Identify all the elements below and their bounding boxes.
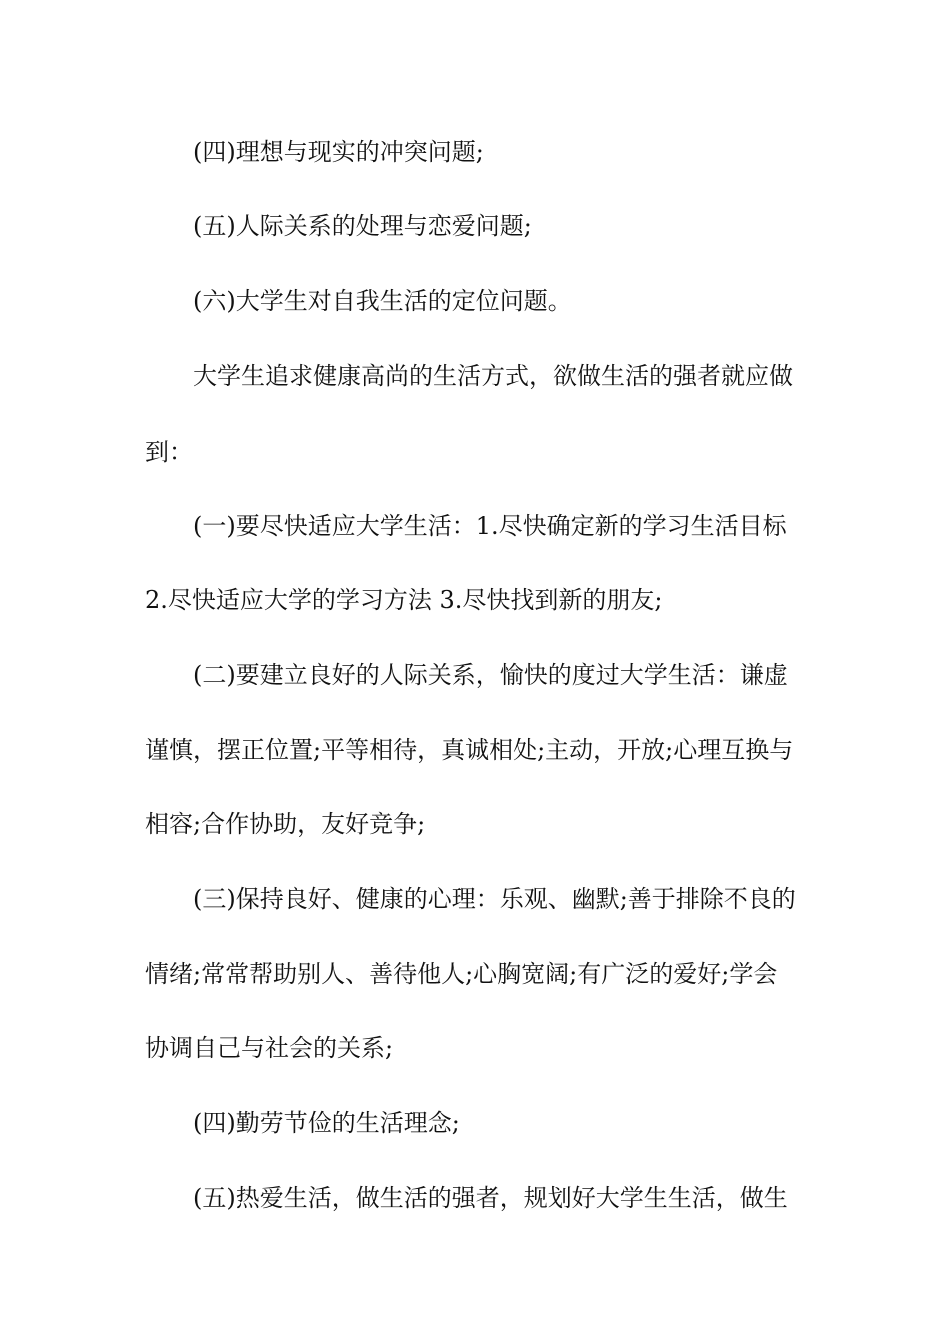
text-line-issue-4: (四)理想与现实的冲突问题; bbox=[193, 138, 484, 166]
text-line-point-2-cont-b: 相容;合作协助，友好竞争; bbox=[145, 810, 426, 838]
text-line-intro-cont: 到： bbox=[145, 438, 193, 466]
text-line-point-5: (五)热爱生活，做生活的强者，规划好大学生生活，做生 bbox=[193, 1184, 788, 1212]
text-line-point-3: (三)保持良好、健康的心理：乐观、幽默;善于排除不良的 bbox=[193, 885, 796, 913]
text-line-point-2: (二)要建立良好的人际关系，愉快的度过大学生活：谦虚 bbox=[193, 661, 788, 689]
text-line-point-3-cont-a: 情绪;常常帮助别人、善待他人;心胸宽阔;有广泛的爱好;学会 bbox=[145, 960, 778, 988]
text-line-point-1: (一)要尽快适应大学生活：1.尽快确定新的学习生活目标 bbox=[193, 512, 787, 540]
text-line-point-1-cont: 2.尽快适应大学的学习方法 3.尽快找到新的朋友; bbox=[145, 586, 663, 614]
text-line-issue-5: (五)人际关系的处理与恋爱问题; bbox=[193, 212, 532, 240]
text-line-point-4: (四)勤劳节俭的生活理念; bbox=[193, 1109, 460, 1137]
text-line-intro: 大学生追求健康高尚的生活方式，欲做生活的强者就应做 bbox=[193, 362, 793, 390]
text-line-point-2-cont-a: 谨慎，摆正位置;平等相待，真诚相处;主动，开放;心理互换与 bbox=[145, 736, 794, 764]
text-line-point-3-cont-b: 协调自己与社会的关系; bbox=[145, 1034, 394, 1062]
text-line-issue-6: (六)大学生对自我生活的定位问题。 bbox=[193, 287, 572, 315]
